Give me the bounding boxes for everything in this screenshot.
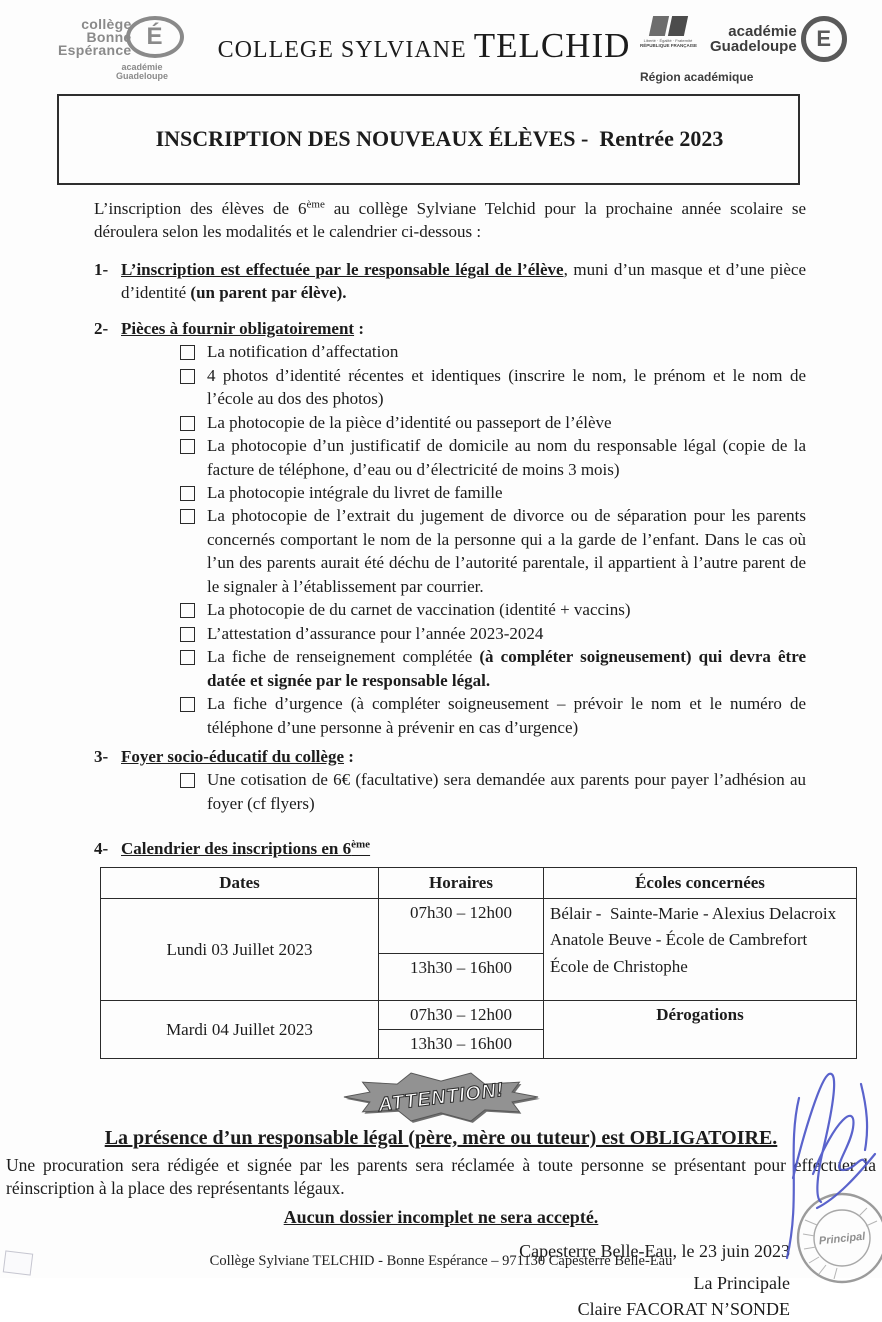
- section-4-title-wrap: [121, 837, 370, 860]
- checkbox-icon: [180, 416, 195, 431]
- academy-e-circle-icon: [801, 16, 847, 62]
- section-1: [94, 258, 806, 305]
- left-academy-line: Guadeloupe: [115, 71, 168, 81]
- section-2-number: 2-: [94, 318, 109, 338]
- closing-block: [0, 1238, 790, 1322]
- signer-name: Claire FACORAT N’SONDE: [577, 1299, 790, 1320]
- section-3-colon: :: [344, 746, 354, 766]
- checklist-item: [180, 504, 806, 598]
- school-title-emphasis: TELCHID: [473, 26, 631, 65]
- checklist-item: [180, 434, 806, 481]
- section-4-title-text: Calendrier des inscriptions en 6: [121, 839, 352, 859]
- stamp-label: Principal: [818, 1230, 866, 1248]
- date-lundi: Lundi 03 Juillet 2023: [101, 898, 379, 1000]
- checkbox-icon: [180, 345, 195, 360]
- checklist-item: [180, 598, 806, 621]
- place-date: Capesterre Belle-Eau, le 23 juin 2023: [519, 1241, 790, 1262]
- section-2-colon: :: [354, 318, 364, 338]
- region-academique-label: Région académique: [640, 70, 754, 84]
- section-3-title: Foyer socio-éducatif du collège: [121, 746, 345, 766]
- header-horaires: Horaires: [379, 867, 544, 898]
- oval-letter: É: [146, 23, 163, 50]
- attention-label: ATTENTION!: [376, 1078, 506, 1116]
- header-dates: Dates: [101, 867, 379, 898]
- document-body: [94, 197, 837, 1059]
- checkbox-icon: [180, 773, 195, 788]
- checkbox-icon: [180, 697, 195, 712]
- section-1-number: 1-: [94, 259, 109, 279]
- notice-block: [6, 1127, 876, 1228]
- section-2-heading: [94, 317, 806, 340]
- checklist-item: [180, 622, 806, 645]
- section-1-bold: (un parent par élève).: [190, 283, 347, 303]
- intro-sup: ème: [306, 198, 325, 211]
- checkbox-icon: [180, 509, 195, 524]
- checklist-text-bold: (à compléter soigneusement) qui devra être datée et signée par le responsable légal.: [207, 647, 806, 690]
- section-2-title: Pièces à fournir obligatoirement: [121, 318, 355, 338]
- document-header: [0, 0, 882, 90]
- school-title-regular: COLLEGE SYLVIANE: [217, 37, 474, 63]
- checklist-text: La notification d’affectation: [207, 342, 399, 362]
- checklist-item: [180, 481, 806, 504]
- french-flag-icon: [640, 16, 696, 36]
- republic-motto: Liberté · Égalité · Fraternité: [643, 38, 693, 43]
- table-row: [101, 1000, 857, 1029]
- school-title: [208, 26, 640, 66]
- checklist-item: [180, 340, 806, 363]
- attention-starburst-icon: [329, 1069, 553, 1125]
- section-4-title: [121, 839, 370, 858]
- date-mardi: Mardi 04 Juillet 2023: [101, 1000, 379, 1058]
- checklist-item: [180, 411, 806, 434]
- left-academy-label: [76, 63, 208, 81]
- checkbox-icon: [180, 486, 195, 501]
- signature-and-stamp: [757, 1058, 882, 1278]
- school-line: École de Christophe: [550, 957, 688, 977]
- section-4-sup: ème: [351, 838, 371, 851]
- academy-name-line: Guadeloupe: [710, 38, 797, 55]
- right-logo-row: [640, 16, 852, 62]
- college-name-line: Espérance: [58, 41, 132, 58]
- checklist-item: [180, 645, 806, 692]
- academy-name: [710, 24, 797, 54]
- slot-lundi-matin: 07h30 – 12h00: [379, 898, 544, 953]
- header-ecoles: Écoles concernées: [544, 867, 857, 898]
- academie-guadeloupe-logo: [710, 16, 847, 62]
- page-corner-artifact: [3, 1250, 33, 1275]
- college-name-line: Bonne: [86, 28, 132, 45]
- checklist-text: La photocopie de la pièce d’identité ou passeport de l’élève: [207, 412, 612, 432]
- checklist-text: La photocopie de du carnet de vaccination (identité + vaccins): [207, 600, 631, 620]
- section-1-mid: , muni d’un masque et d’une pièce d’identité: [121, 259, 807, 303]
- education-e-oval-icon: [126, 16, 184, 58]
- slot-mardi-matin: 07h30 – 12h00: [379, 1000, 544, 1029]
- college-name-line: collège: [81, 15, 132, 32]
- checklist-text: La photocopie de l’extrait du jugement de divorce ou de séparation pour les parents concernés comportant le nom de la personne qui a la garde de l’enfant. Dans le cas où l’un des parents aurait été déchu de l’autorité parentale, il appartient à l’autre parent de le signaler à l’établissement par courrier.: [207, 506, 806, 596]
- table-row: [101, 898, 857, 953]
- section-3-number: 3-: [94, 746, 109, 766]
- section-4-heading: [94, 837, 806, 860]
- left-academy-line: académie: [121, 62, 163, 72]
- section-2-title-wrap: [121, 317, 364, 340]
- signer-role: La Principale: [693, 1273, 790, 1294]
- table-header-row: [101, 867, 857, 898]
- attention-burst: [0, 1069, 882, 1125]
- intro-paragraph: [94, 197, 806, 244]
- section-4-number: 4-: [94, 839, 109, 859]
- checklist-text: La photocopie intégrale du livret de famille: [207, 482, 503, 502]
- circle-letter: E: [816, 26, 832, 51]
- notice-warning: Aucun dossier incomplet ne sera accepté.: [283, 1207, 599, 1228]
- checklist-item: [180, 768, 806, 815]
- checklist-text: [207, 645, 806, 692]
- intro-text: au collège Sylviane Telchid pour la prochaine année scolaire se déroulera selon les modalités et le calendrier ci-dessous :: [94, 199, 806, 242]
- slot-lundi-apresmidi: 13h30 – 16h00: [379, 953, 544, 1000]
- checkbox-icon: [180, 650, 195, 665]
- slot-mardi-apresmidi: 13h30 – 16h00: [379, 1029, 544, 1058]
- banner-title-text: INSCRIPTION DES NOUVEAUX ÉLÈVES - Rentrée 2023: [155, 126, 724, 151]
- checkbox-icon: [180, 369, 195, 384]
- derogations-cell: Dérogations: [544, 1000, 857, 1058]
- notice-headline: La présence d’un responsable légal (père, mère ou tuteur) est OBLIGATOIRE.: [104, 1126, 778, 1149]
- schools-list: [544, 898, 857, 1000]
- republic-name: RÉPUBLIQUE FRANÇAISE: [640, 43, 698, 48]
- section-3-title-wrap: [121, 745, 354, 768]
- school-line: Bélair - Sainte-Marie - Alexius Delacroix: [550, 903, 837, 923]
- footer-line: Collège Sylviane TELCHID - Bonne Espérance – 971130 Capesterre Belle-Eau: [209, 1253, 673, 1269]
- checklist-text: L’attestation d’assurance pour l’année 2023-2024: [207, 623, 544, 643]
- checkbox-icon: [180, 627, 195, 642]
- checklist-text: La fiche d’urgence (à compléter soigneusement – prévoir le nom et le numéro de téléphone d’une personne à prévenir en cas d’urgence): [207, 694, 806, 737]
- section-3-heading: [94, 745, 806, 768]
- checklist-text: Une cotisation de 6€ (facultative) sera demandée aux parents pour payer l’adhésion au foyer (cf flyers): [207, 770, 806, 813]
- academy-region-logos: [640, 16, 852, 84]
- checklist-text-regular: La fiche de renseignement complétée: [207, 647, 480, 667]
- banner-title: [57, 94, 800, 185]
- school-line: Anatole Beuve - École de Cambrefort: [550, 930, 808, 950]
- calendar-table: [100, 867, 857, 1059]
- intro-text: L’inscription des élèves de 6: [94, 199, 307, 218]
- checkbox-icon: [180, 439, 195, 454]
- college-name: [58, 15, 132, 58]
- academy-name-line: académie: [728, 23, 797, 40]
- republique-francaise-logo: [640, 16, 696, 48]
- checkbox-icon: [180, 603, 195, 618]
- college-logo-row: [58, 16, 208, 58]
- checklist-item: [180, 364, 806, 411]
- section-1-lead: L’inscription est effectuée par le responsable légal de l’élève: [121, 259, 564, 279]
- section-1-text: [121, 258, 806, 305]
- checklist-item: [180, 692, 806, 739]
- college-bonne-esperance-logo: [58, 16, 208, 81]
- notice-body: Une procuration sera rédigée et signée par les parents sera réclamée à toute personne se présentant pour effectuer la réinscription à la place des représentants légaux.: [6, 1154, 876, 1199]
- checklist-text: 4 photos d’identité récentes et identiques (inscrire le nom, le prénom et le nom de l’école au dos des photos): [207, 365, 806, 409]
- checklist-text: La photocopie d’un justificatif de domicile au nom du responsable légal (copie de la facture de téléphone, d’eau ou d’électricité de moins 3 mois): [207, 436, 806, 479]
